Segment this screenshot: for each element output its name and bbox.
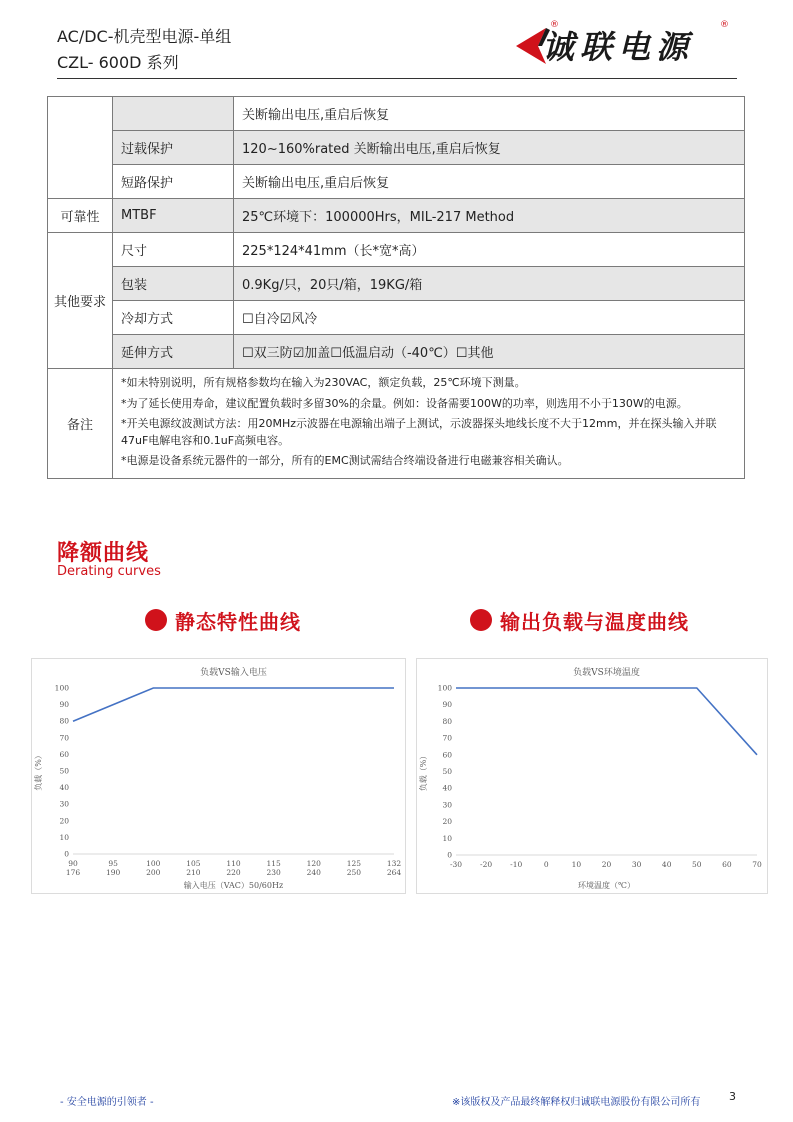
x-tick-label: 125 [346,859,362,868]
registered-mark-icon: ® [550,20,559,30]
x-axis-label: 环境温度（℃） [578,881,635,890]
x-tick-label: 105 [186,859,201,868]
category-cell: 其他要求 [48,233,113,369]
table-row [48,301,745,335]
header-divider [57,78,737,79]
company-logo [512,18,732,68]
y-tick-label: 0 [447,850,452,860]
x-tick-label: -20 [480,860,493,869]
doc-title-line2: CZL- 600D 系列 [57,53,179,72]
footer-copyright: ※该版权及产品最终解释权归诚联电源股份有限公司所有 [452,1097,701,1108]
y-axis-label: 负载（%） [34,751,43,791]
x-tick-label: 40 [661,860,672,869]
x-tick-label: 20 [601,860,612,869]
temperature-derating-chart [416,658,768,894]
x-tick-label-secondary: 200 [146,868,161,877]
right-chart-heading-text: 输出负载与温度曲线 [500,609,689,634]
section-title: 降额曲线 [57,541,150,566]
table-row [48,165,745,199]
y-tick-label: 70 [442,733,452,743]
x-tick-label-secondary: 250 [346,868,362,877]
value-cell: 120~160%rated 关断输出电压,重启后恢复 [234,131,745,165]
y-tick-label: 100 [437,683,452,693]
value-cell: 225*124*41mm（长*宽*高） [234,233,745,267]
notes-cell [113,369,745,479]
y-tick-label: 70 [59,733,69,743]
note-text: *电源是设备系统元器件的一部分，所有的EMC测试需结合终端设备进行电磁兼容相关确认。 [121,454,569,467]
x-tick-label: 110 [226,859,241,868]
note-text: *开关电源纹波测试方法：用20MHz示波器在电源输出端子上测试，示波器探头地线长度不大于12mm，并在探头输入并联47uF电解电容和0.1uF高频电容。 [121,417,717,447]
x-tick-label-secondary: 264 [386,868,402,877]
item-cell: 过载保护 [113,131,234,165]
temperature-derating-svg [417,659,767,893]
y-tick-label: 10 [59,832,69,842]
bullet-dot-icon [145,609,167,631]
y-tick-label: 40 [59,783,69,793]
right-chart-heading [470,606,689,634]
x-tick-label: 100 [146,859,161,868]
left-chart-heading [145,606,301,634]
y-tick-label: 20 [59,816,69,826]
voltage-derating-svg [32,659,405,893]
table-row [48,131,745,165]
x-tick-label: -30 [449,860,463,869]
table-row [48,335,745,369]
section-subtitle: Derating curves [57,564,161,579]
y-tick-label: 80 [442,716,452,726]
x-axis-label: 输入电压（VAC）50/60Hz [183,881,284,890]
x-tick-label-secondary: 240 [306,868,321,877]
category-cell: 可靠性 [48,199,113,233]
footer-slogan: - 安全电源的引领者 - [60,1097,154,1108]
series-line [73,688,394,721]
y-tick-label: 80 [59,716,69,726]
x-tick-label: 115 [266,859,281,868]
x-tick-label: 30 [631,860,642,869]
x-tick-label-secondary: 210 [186,868,201,877]
x-tick-label: 90 [68,859,78,868]
item-cell: 冷却方式 [113,301,234,335]
x-tick-label: -10 [510,860,523,869]
value-cell: ☐自冷☑风冷 [234,301,745,335]
x-tick-label: 60 [722,860,732,869]
x-tick-label: 0 [543,860,549,869]
y-tick-label: 30 [59,799,69,809]
y-tick-label: 50 [59,766,69,776]
item-cell: 尺寸 [113,233,234,267]
value-cell: 25℃环境下：100000Hrs，MIL-217 Method [234,199,745,233]
x-tick-label-secondary: 190 [105,868,121,877]
chart-title: 负载VS环境温度 [573,668,640,678]
y-tick-label: 30 [442,800,452,810]
y-tick-label: 40 [442,783,452,793]
value-cell: ☐双三防☑加盖☐低温启动（-40℃）☐其他 [234,335,745,369]
doc-title-line1: AC/DC-机壳型电源-单组 [57,27,232,46]
y-tick-label: 90 [59,700,69,710]
table-row [48,233,745,267]
x-tick-label: 132 [386,859,402,868]
logo-wordmark: 诚联电源 [542,28,695,66]
x-tick-label: 10 [571,860,582,869]
x-tick-label-secondary: 176 [65,868,81,877]
y-axis-label: 负载（%） [419,751,428,792]
value-cell: 关断输出电压,重启后恢复 [234,165,745,199]
table-row [48,267,745,301]
table-row [48,199,745,233]
x-tick-label: 95 [108,859,118,868]
y-tick-label: 10 [442,833,452,843]
x-tick-label-secondary: 220 [226,868,241,877]
y-tick-label: 50 [442,767,452,776]
item-cell: 延伸方式 [113,335,234,369]
x-tick-label: 120 [306,859,321,868]
item-cell: 包装 [113,267,234,301]
voltage-derating-chart [31,658,406,894]
y-tick-label: 60 [59,749,69,759]
bullet-dot-icon [470,609,492,631]
value-cell: 0.9Kg/只，20只/箱，19KG/箱 [234,267,745,301]
page-number: 3 [729,1090,736,1103]
x-tick-label-secondary: 230 [266,868,281,877]
x-tick-label: 50 [692,860,702,869]
y-tick-label: 60 [442,750,452,760]
table-row [48,97,745,131]
x-tick-label: 70 [752,860,762,869]
item-cell: MTBF [113,199,234,233]
y-tick-label: 20 [442,817,452,827]
notes-label: 备注 [48,369,113,479]
chart-title: 负载VS输入电压 [200,668,267,678]
item-cell: 短路保护 [113,165,234,199]
series-line [456,688,757,755]
y-tick-label: 100 [54,683,69,693]
y-tick-label: 0 [64,849,69,859]
value-cell: 关断输出电压,重启后恢复 [234,97,745,131]
category-cell [48,97,113,199]
item-cell [113,97,234,131]
note-text: *为了延长使用寿命，建议配置负载时多留30%的余量。例如：设备需要100W的功率，则选用不小于130W的电源。 [121,396,688,410]
registered-mark-icon: ® [720,20,729,30]
y-tick-label: 90 [442,700,452,710]
left-chart-heading-text: 静态特性曲线 [175,609,301,634]
table-row [48,369,745,479]
spec-table [47,96,745,479]
note-text: *如未特别说明，所有规格参数均在输入为230VAC，额定负载，25℃环境下测量。 [121,376,526,389]
